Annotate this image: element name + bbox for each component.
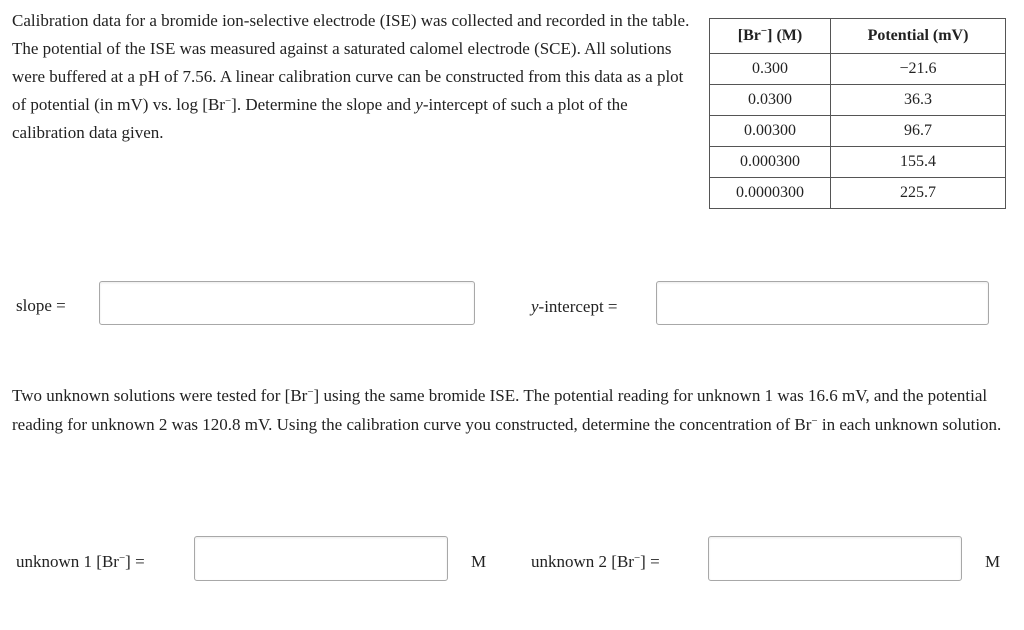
potential-header: Potential (mV) bbox=[831, 19, 1006, 54]
concentration-cell: 0.000300 bbox=[710, 147, 831, 178]
calibration-table bbox=[709, 18, 1006, 209]
potential-cell: 36.3 bbox=[831, 85, 1006, 116]
table-row bbox=[710, 178, 1006, 209]
concentration-cell: 0.300 bbox=[710, 54, 831, 85]
unknown1-label: unknown 1 [Br−] = bbox=[16, 552, 145, 571]
potential-cell: 155.4 bbox=[831, 147, 1006, 178]
charge-superscript: − bbox=[224, 95, 232, 107]
charge-superscript: − bbox=[307, 386, 314, 398]
unknown2-unit: M bbox=[985, 552, 1001, 571]
q2-text-part2: ] using the same bromide ISE. The potential reading for unknown 1 was 16.6 mV, and the potential reading for unknown 2 was 120.8 mV. Using the calibration curve you constructed, determine the concentration of Br bbox=[12, 386, 988, 434]
unknown2-input[interactable] bbox=[708, 536, 962, 581]
potential-cell: −21.6 bbox=[831, 54, 1006, 85]
table-row bbox=[710, 147, 1006, 178]
intro-text-part1: Calibration data for a bromide ion-selective electrode (ISE) was collected and recorded in the table. The potential of the ISE was measured against a saturated calomel electrode (SCE). All solutions were buffered at a pH of 7.56. A linear calibration curve can be constructed from this data as a plot of potential (in mV) vs. log [Br bbox=[12, 11, 690, 114]
table-row bbox=[710, 85, 1006, 116]
unknown2-label: unknown 2 [Br−] = bbox=[531, 552, 660, 571]
unknown1-input[interactable] bbox=[194, 536, 448, 581]
charge-superscript: − bbox=[811, 415, 818, 427]
intro-text-part2: ]. Determine the slope and bbox=[231, 95, 416, 114]
intercept-input[interactable] bbox=[656, 281, 989, 325]
table-row bbox=[710, 54, 1006, 85]
unknowns-question-text bbox=[12, 381, 1012, 439]
intercept-label: y-intercept = bbox=[531, 297, 618, 316]
intro-text-part3: -intercept of such a plot of the calibration data given. bbox=[12, 95, 628, 142]
q2-text-part1: Two unknown solutions were tested for [Br bbox=[12, 386, 308, 405]
concentration-cell: 0.00300 bbox=[710, 116, 831, 147]
intro-y-italic: y bbox=[415, 95, 423, 114]
concentration-cell: 0.0300 bbox=[710, 85, 831, 116]
table-header-row bbox=[710, 19, 1006, 54]
problem-intro-text bbox=[12, 7, 692, 147]
potential-cell: 96.7 bbox=[831, 116, 1006, 147]
potential-cell: 225.7 bbox=[831, 178, 1006, 209]
q2-text-part3: in each unknown solution. bbox=[817, 415, 1002, 434]
unknown1-unit: M bbox=[471, 552, 487, 571]
table-row bbox=[710, 116, 1006, 147]
concentration-header: [Br−] (M) bbox=[710, 19, 831, 54]
slope-label: slope = bbox=[16, 296, 66, 315]
slope-input[interactable] bbox=[99, 281, 475, 325]
concentration-cell: 0.0000300 bbox=[710, 178, 831, 209]
